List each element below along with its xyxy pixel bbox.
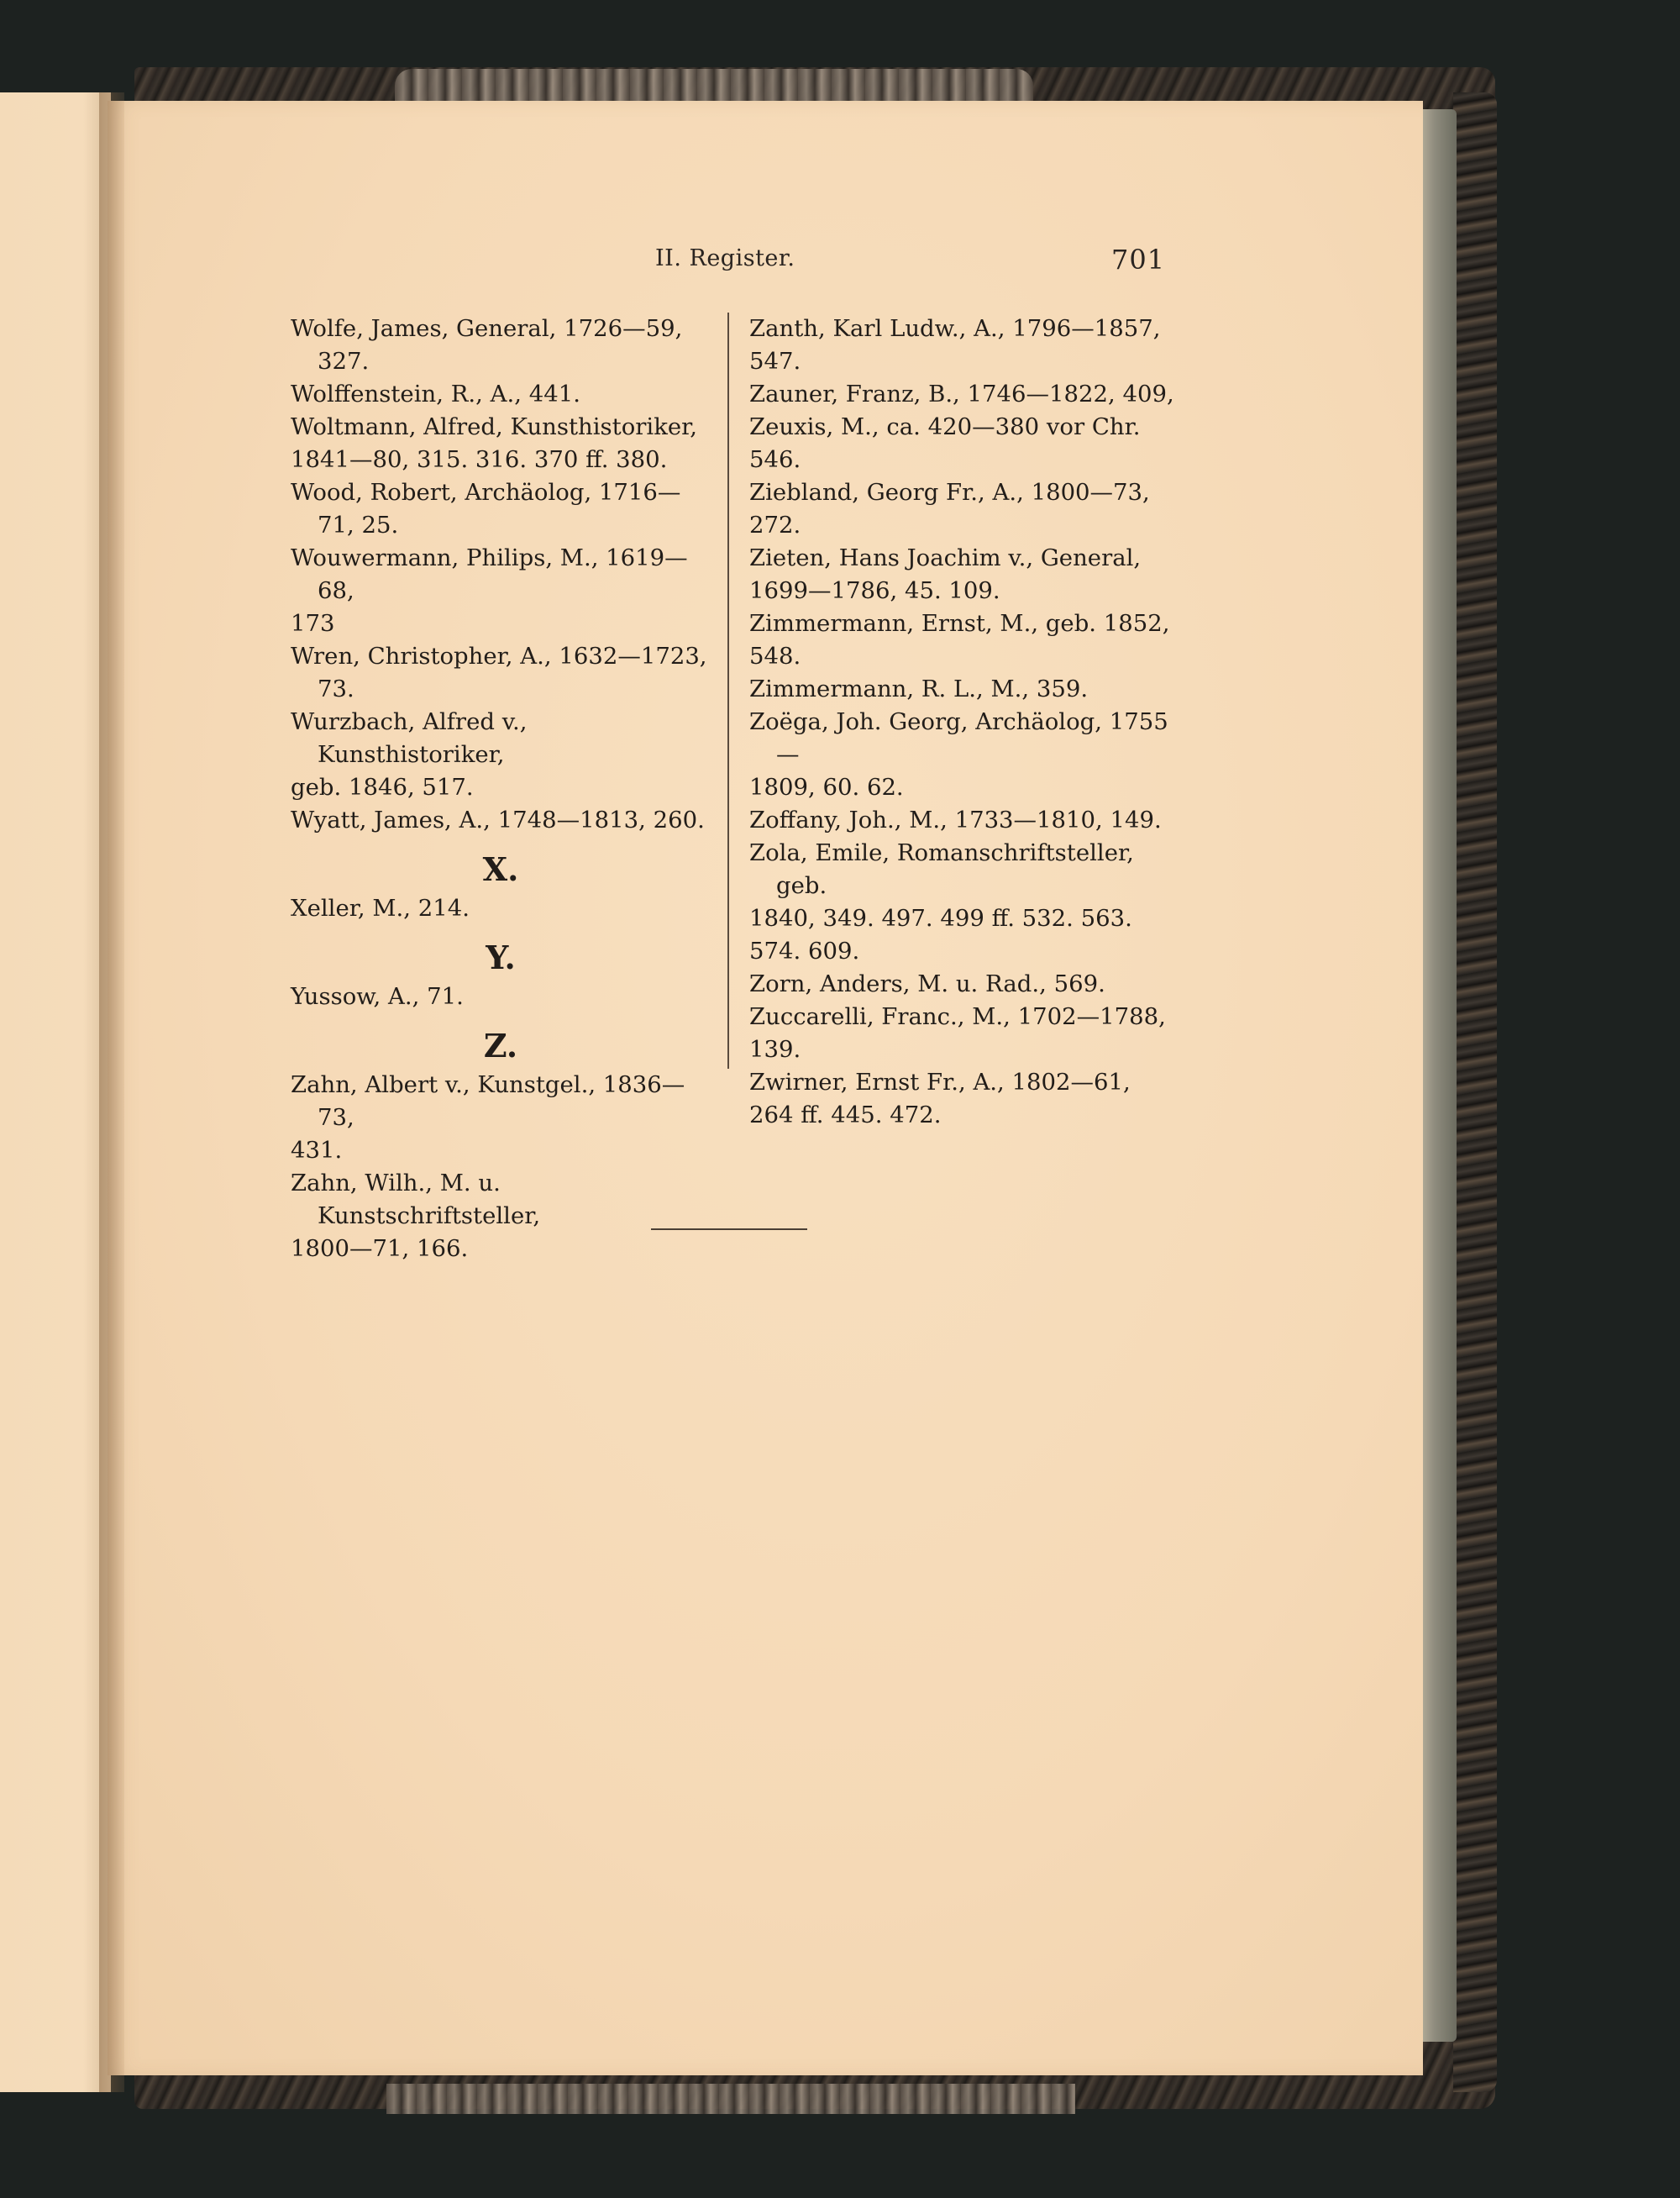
register-column-left bbox=[291, 313, 711, 1265]
entry-line: Zieten, Hans Joachim v., General, bbox=[749, 544, 1142, 571]
entry-line: Zwirner, Ernst Fr., A., 1802—61, bbox=[749, 1069, 1131, 1096]
entry-line: Wolfe, James, General, 1726—59, 327. bbox=[291, 315, 683, 375]
register-entry bbox=[749, 1001, 1178, 1066]
entry-line: Zimmermann, Ernst, M., geb. 1852, bbox=[749, 610, 1170, 637]
entry-line: Zeuxis, M., ca. 420—380 vor Chr. bbox=[749, 413, 1141, 440]
register-column-right bbox=[749, 313, 1178, 1132]
register-entry bbox=[749, 1066, 1178, 1132]
section-letter: X. bbox=[482, 850, 519, 888]
register-entry bbox=[749, 313, 1178, 378]
section-letter: Y. bbox=[486, 939, 516, 976]
section-letter: Z. bbox=[483, 1027, 518, 1065]
register-entry bbox=[749, 673, 1178, 706]
entry-line: Wyatt, James, A., 1748—1813, 260. bbox=[291, 807, 705, 833]
end-rule bbox=[651, 1228, 807, 1230]
entry-line: 548. bbox=[749, 643, 801, 670]
entry-line: Woltmann, Alfred, Kunsthistoriker, bbox=[291, 413, 698, 440]
book-binding-edge bbox=[1453, 92, 1497, 2092]
entry-line: Wood, Robert, Archäolog, 1716—71, 25. bbox=[291, 479, 681, 539]
entry-line: 431. bbox=[291, 1137, 343, 1164]
entry-line: 547. bbox=[749, 348, 801, 375]
running-head: II. Register. bbox=[655, 245, 795, 271]
column-divider bbox=[727, 313, 729, 1069]
entry-line: geb. 1846, 517. bbox=[291, 774, 474, 801]
register-entry bbox=[749, 607, 1178, 673]
entry-line: Zola, Emile, Romanschriftsteller, geb. bbox=[749, 839, 1134, 899]
entry-line: 1840, 349. 497. 499 ff. 532. 563. bbox=[749, 905, 1132, 932]
entry-line: 1809, 60. 62. bbox=[749, 774, 904, 801]
entry-line: Zuccarelli, Franc., M., 1702—1788, bbox=[749, 1003, 1166, 1030]
page-stack-edge bbox=[1420, 109, 1457, 2042]
register-entry bbox=[291, 892, 711, 925]
facing-page bbox=[0, 92, 111, 2092]
register-entry bbox=[291, 706, 711, 804]
register-entry bbox=[291, 378, 711, 411]
register-entry bbox=[291, 411, 711, 476]
entry-line: 1841—80, 315. 316. 370 ff. 380. bbox=[291, 446, 668, 473]
entry-line: Zimmermann, R. L., M., 359. bbox=[749, 676, 1089, 702]
entry-line: 546. bbox=[749, 446, 801, 473]
entry-line: 1800—71, 166. bbox=[291, 1235, 469, 1262]
register-entry bbox=[291, 313, 711, 378]
entry-line: Zoffany, Joh., M., 1733—1810, 149. bbox=[749, 807, 1162, 833]
entry-line: Zahn, Albert v., Kunstgel., 1836—73, bbox=[291, 1071, 685, 1131]
register-entry bbox=[749, 968, 1178, 1001]
register-entry bbox=[291, 640, 711, 706]
entry-line: Zanth, Karl Ludw., A., 1796—1857, bbox=[749, 315, 1161, 342]
page-number: 701 bbox=[1111, 244, 1166, 276]
entry-line: Yussow, A., 71. bbox=[291, 983, 464, 1010]
register-entry bbox=[749, 378, 1178, 411]
register-entry bbox=[291, 542, 711, 640]
entry-line: 139. bbox=[749, 1036, 801, 1063]
entry-line: Zoëga, Joh. Georg, Archäolog, 1755— bbox=[749, 708, 1168, 768]
register-entry bbox=[749, 476, 1178, 542]
register-entry bbox=[749, 837, 1178, 968]
register-entry bbox=[749, 411, 1178, 476]
gutter-shadow bbox=[99, 92, 124, 2092]
entry-line: Ziebland, Georg Fr., A., 1800—73, bbox=[749, 479, 1150, 506]
entry-line: 173 bbox=[291, 610, 335, 637]
cover-bottom-edge bbox=[386, 2084, 1075, 2114]
entry-line: 574. 609. bbox=[749, 938, 860, 965]
entry-line: Wolffenstein, R., A., 441. bbox=[291, 381, 580, 408]
register-entry bbox=[749, 804, 1178, 837]
register-entry bbox=[749, 706, 1178, 804]
entry-line: Wurzbach, Alfred v., Kunsthistoriker, bbox=[291, 708, 528, 768]
register-entry bbox=[291, 981, 711, 1013]
entry-line: Xeller, M., 214. bbox=[291, 895, 470, 922]
register-entry bbox=[291, 804, 711, 837]
entry-line: 272. bbox=[749, 512, 801, 539]
register-entry bbox=[291, 1167, 711, 1265]
register-entry bbox=[749, 542, 1178, 607]
entry-line: Zauner, Franz, B., 1746—1822, 409, bbox=[749, 381, 1174, 408]
entry-line: 264 ff. 445. 472. bbox=[749, 1102, 942, 1128]
entry-line: Zorn, Anders, M. u. Rad., 569. bbox=[749, 970, 1105, 997]
entry-line: Zahn, Wilh., M. u. Kunstschriftsteller, bbox=[291, 1170, 541, 1229]
register-entry bbox=[291, 1069, 711, 1167]
entry-line: Wren, Christopher, A., 1632—1723, 73. bbox=[291, 643, 707, 702]
entry-line: 1699—1786, 45. 109. bbox=[749, 577, 1000, 604]
register-entry bbox=[291, 476, 711, 542]
entry-line: Wouwermann, Philips, M., 1619—68, bbox=[291, 544, 688, 604]
